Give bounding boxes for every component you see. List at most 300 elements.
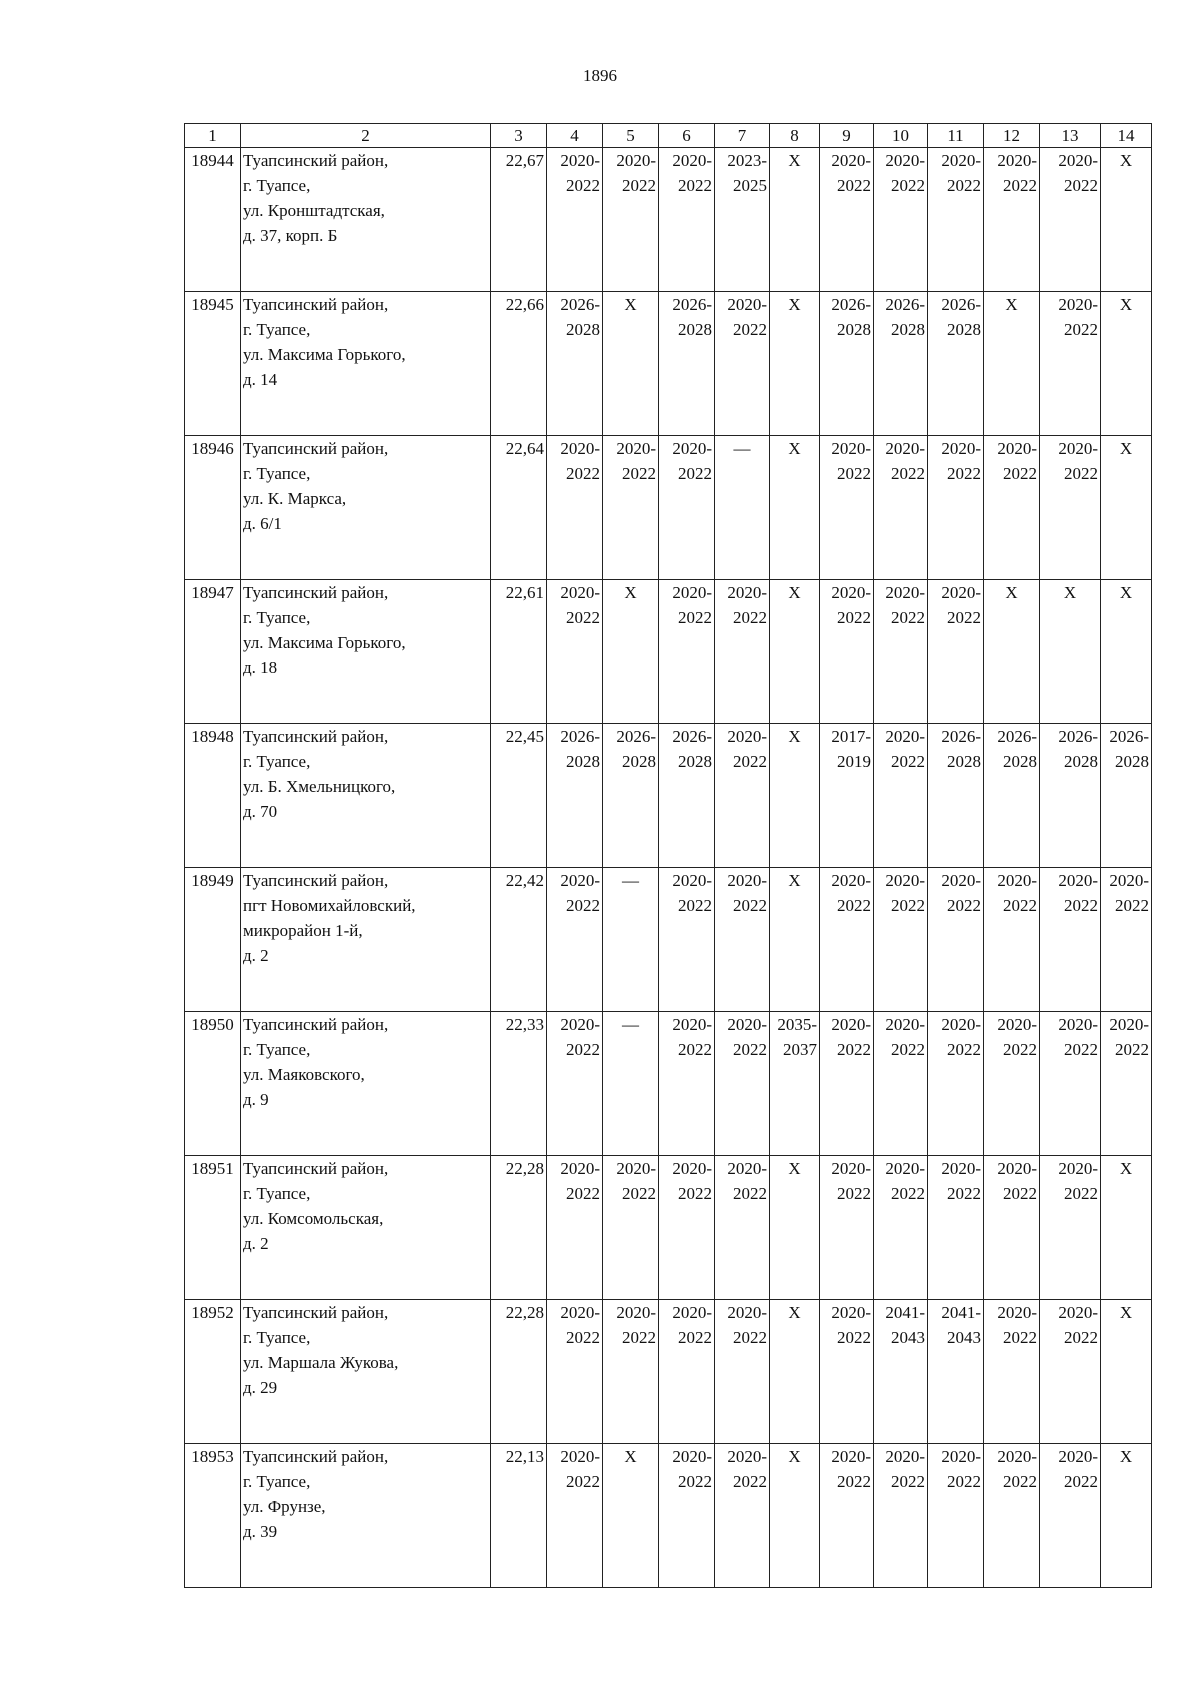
period-text: 2022 bbox=[837, 1472, 871, 1491]
address-cell bbox=[241, 1156, 491, 1300]
period-text: 2020- bbox=[616, 1159, 656, 1178]
period-cell bbox=[984, 1300, 1040, 1444]
period-text: X bbox=[1119, 295, 1133, 314]
column-header: 14 bbox=[1101, 124, 1152, 148]
period-text: 2028 bbox=[947, 320, 981, 339]
period-text: 2020- bbox=[941, 1447, 981, 1466]
period-text: 2022 bbox=[947, 896, 981, 915]
period-text: 2022 bbox=[947, 608, 981, 627]
period-text: 2019 bbox=[837, 752, 871, 771]
period-text: 2020- bbox=[831, 1015, 871, 1034]
period-text: X bbox=[1119, 1159, 1133, 1178]
period-text: 2022 bbox=[837, 608, 871, 627]
period-text: 2028 bbox=[566, 320, 600, 339]
period-text: 2020- bbox=[1058, 151, 1098, 170]
period-text: 2022 bbox=[837, 896, 871, 915]
period-cell bbox=[547, 1012, 603, 1156]
period-text: 2022 bbox=[947, 176, 981, 195]
period-text: 2022 bbox=[733, 1472, 767, 1491]
period-text: 2020- bbox=[885, 1447, 925, 1466]
address-line: д. 2 bbox=[243, 946, 269, 965]
period-cell bbox=[874, 724, 928, 868]
row-number: 18951 bbox=[185, 1156, 241, 1300]
period-text: X bbox=[1119, 439, 1133, 458]
period-text: 2020- bbox=[941, 871, 981, 890]
row-number: 18950 bbox=[185, 1012, 241, 1156]
address-line: Туапсинский район, bbox=[243, 295, 389, 314]
period-text: 2020- bbox=[997, 871, 1037, 890]
address-cell bbox=[241, 436, 491, 580]
address-line: д. 18 bbox=[243, 658, 278, 677]
period-cell bbox=[874, 580, 928, 724]
value-cell: 22,33 bbox=[491, 1012, 547, 1156]
period-text: 2022 bbox=[947, 1184, 981, 1203]
period-cell bbox=[928, 1012, 984, 1156]
period-cell bbox=[1101, 1012, 1152, 1156]
period-text: 2022 bbox=[891, 896, 925, 915]
period-cell bbox=[1101, 1156, 1152, 1300]
period-text: 2022 bbox=[891, 1184, 925, 1203]
period-cell bbox=[820, 148, 874, 292]
period-text: 2022 bbox=[566, 1328, 600, 1347]
row-number: 18946 bbox=[185, 436, 241, 580]
period-text: 2035- bbox=[777, 1015, 817, 1034]
period-cell bbox=[874, 868, 928, 1012]
period-text: 2028 bbox=[566, 752, 600, 771]
period-cell bbox=[1040, 580, 1101, 724]
period-text: 2022 bbox=[1003, 1472, 1037, 1491]
period-text: 2020- bbox=[997, 151, 1037, 170]
period-text: 2022 bbox=[1003, 896, 1037, 915]
period-text: 2022 bbox=[566, 1184, 600, 1203]
period-text: 2022 bbox=[733, 1328, 767, 1347]
period-text: X bbox=[1119, 151, 1133, 170]
address-cell bbox=[241, 724, 491, 868]
period-cell bbox=[770, 1444, 820, 1588]
period-cell bbox=[659, 148, 715, 292]
period-text: 2020- bbox=[885, 1015, 925, 1034]
period-cell bbox=[928, 724, 984, 868]
period-text: 2020- bbox=[1058, 1447, 1098, 1466]
column-header: 11 bbox=[928, 124, 984, 148]
period-text: 2026- bbox=[616, 727, 656, 746]
period-cell bbox=[715, 1300, 770, 1444]
period-cell bbox=[928, 148, 984, 292]
period-cell bbox=[715, 436, 770, 580]
period-text: 2022 bbox=[678, 176, 712, 195]
period-text: 2028 bbox=[678, 752, 712, 771]
period-text: 2022 bbox=[733, 1184, 767, 1203]
address-line: микрорайон 1-й, bbox=[243, 921, 363, 940]
period-text: — bbox=[622, 871, 639, 890]
period-text: 2022 bbox=[1064, 320, 1098, 339]
period-cell bbox=[770, 148, 820, 292]
period-cell bbox=[984, 1012, 1040, 1156]
period-cell bbox=[659, 1300, 715, 1444]
period-text: 2022 bbox=[622, 176, 656, 195]
period-cell bbox=[874, 436, 928, 580]
period-text: 2020- bbox=[941, 151, 981, 170]
period-text: 2020- bbox=[1058, 1159, 1098, 1178]
period-text: 2020- bbox=[727, 727, 767, 746]
period-cell bbox=[715, 868, 770, 1012]
period-text: 2022 bbox=[678, 1328, 712, 1347]
period-cell bbox=[928, 292, 984, 436]
period-text: 2022 bbox=[622, 464, 656, 483]
address-line: ул. Маяковского, bbox=[243, 1065, 365, 1084]
period-cell bbox=[715, 724, 770, 868]
period-text: 2022 bbox=[733, 608, 767, 627]
address-line: Туапсинский район, bbox=[243, 727, 389, 746]
row-number: 18944 bbox=[185, 148, 241, 292]
period-text: 2022 bbox=[566, 608, 600, 627]
period-text: 2022 bbox=[678, 1472, 712, 1491]
period-cell bbox=[603, 436, 659, 580]
period-cell bbox=[603, 1156, 659, 1300]
period-text: 2022 bbox=[1003, 1040, 1037, 1059]
period-text: X bbox=[788, 1447, 801, 1466]
row-number: 18949 bbox=[185, 868, 241, 1012]
period-text: 2020- bbox=[997, 439, 1037, 458]
period-text: 2043 bbox=[947, 1328, 981, 1347]
period-cell bbox=[659, 868, 715, 1012]
period-text: 2026- bbox=[1058, 727, 1098, 746]
period-text: X bbox=[624, 1447, 637, 1466]
period-cell bbox=[1101, 724, 1152, 868]
address-line: ул. Б. Хмельницкого, bbox=[243, 777, 396, 796]
period-text: 2020- bbox=[941, 1159, 981, 1178]
period-text: 2020- bbox=[831, 583, 871, 602]
table-row bbox=[185, 1012, 1152, 1156]
period-text: 2020- bbox=[1109, 871, 1149, 890]
address-line: Туапсинский район, bbox=[243, 583, 389, 602]
period-text: 2022 bbox=[891, 1472, 925, 1491]
period-text: 2022 bbox=[837, 464, 871, 483]
period-text: 2020- bbox=[672, 871, 712, 890]
period-text: 2020- bbox=[672, 1303, 712, 1322]
period-cell bbox=[820, 1444, 874, 1588]
period-text: 2022 bbox=[678, 608, 712, 627]
period-text: 2022 bbox=[733, 320, 767, 339]
column-header: 9 bbox=[820, 124, 874, 148]
period-text: 2020- bbox=[672, 1015, 712, 1034]
period-text: X bbox=[788, 295, 801, 314]
address-line: д. 9 bbox=[243, 1090, 269, 1109]
period-text: — bbox=[622, 1015, 639, 1034]
period-text: 2022 bbox=[622, 1184, 656, 1203]
period-cell bbox=[984, 292, 1040, 436]
period-text: 2020- bbox=[997, 1303, 1037, 1322]
address-line: г. Туапсе, bbox=[243, 608, 311, 627]
column-header: 10 bbox=[874, 124, 928, 148]
period-text: 2020- bbox=[672, 1447, 712, 1466]
address-line: д. 37, корп. Б bbox=[243, 226, 338, 245]
column-header: 6 bbox=[659, 124, 715, 148]
period-text: 2020- bbox=[560, 1159, 600, 1178]
period-text: 2020- bbox=[831, 1159, 871, 1178]
period-text: X bbox=[1005, 583, 1018, 602]
period-cell bbox=[715, 148, 770, 292]
period-text: 2020- bbox=[672, 439, 712, 458]
period-cell bbox=[547, 148, 603, 292]
period-cell bbox=[874, 1444, 928, 1588]
period-cell bbox=[659, 436, 715, 580]
period-text: 2020- bbox=[560, 1303, 600, 1322]
period-text: 2020- bbox=[727, 871, 767, 890]
register-table bbox=[184, 123, 1152, 1588]
period-text: 2022 bbox=[678, 464, 712, 483]
period-text: 2022 bbox=[947, 464, 981, 483]
period-cell bbox=[659, 724, 715, 868]
period-cell bbox=[928, 868, 984, 1012]
period-text: 2026- bbox=[831, 295, 871, 314]
period-text: 2022 bbox=[1064, 1040, 1098, 1059]
period-text: X bbox=[788, 1159, 801, 1178]
period-text: 2020- bbox=[885, 151, 925, 170]
period-cell bbox=[547, 436, 603, 580]
period-text: 2028 bbox=[947, 752, 981, 771]
period-text: 2022 bbox=[947, 1040, 981, 1059]
address-cell bbox=[241, 148, 491, 292]
period-text: 2020- bbox=[1058, 295, 1098, 314]
period-cell bbox=[715, 1156, 770, 1300]
period-text: 2041- bbox=[941, 1303, 981, 1322]
period-cell bbox=[1101, 148, 1152, 292]
address-line: г. Туапсе, bbox=[243, 1184, 311, 1203]
header-row bbox=[185, 124, 1152, 148]
period-text: 2022 bbox=[566, 464, 600, 483]
address-line: ул. Максима Горького, bbox=[243, 633, 406, 652]
period-text: 2020- bbox=[997, 1447, 1037, 1466]
table-row bbox=[185, 1444, 1152, 1588]
period-cell bbox=[547, 292, 603, 436]
period-cell bbox=[984, 148, 1040, 292]
period-text: 2022 bbox=[622, 1328, 656, 1347]
period-cell bbox=[1040, 148, 1101, 292]
period-text: X bbox=[624, 583, 637, 602]
period-text: 2022 bbox=[1064, 1472, 1098, 1491]
column-header: 13 bbox=[1040, 124, 1101, 148]
period-text: 2041- bbox=[885, 1303, 925, 1322]
period-cell bbox=[820, 1156, 874, 1300]
table-row bbox=[185, 292, 1152, 436]
period-text: 2028 bbox=[837, 320, 871, 339]
table-row bbox=[185, 868, 1152, 1012]
period-text: 2022 bbox=[1064, 1328, 1098, 1347]
period-cell bbox=[659, 292, 715, 436]
period-cell bbox=[928, 1444, 984, 1588]
address-line: д. 14 bbox=[243, 370, 278, 389]
period-text: 2022 bbox=[1115, 896, 1149, 915]
period-text: 2022 bbox=[891, 464, 925, 483]
column-header: 7 bbox=[715, 124, 770, 148]
period-text: 2022 bbox=[566, 1472, 600, 1491]
row-number: 18947 bbox=[185, 580, 241, 724]
column-header: 12 bbox=[984, 124, 1040, 148]
period-cell bbox=[1040, 292, 1101, 436]
period-text: 2020- bbox=[560, 1015, 600, 1034]
period-cell bbox=[603, 1012, 659, 1156]
period-text: 2020- bbox=[727, 583, 767, 602]
period-text: 2028 bbox=[622, 752, 656, 771]
period-text: 2022 bbox=[1003, 176, 1037, 195]
address-line: д. 39 bbox=[243, 1522, 278, 1541]
period-text: 2020- bbox=[885, 727, 925, 746]
value-cell: 22,64 bbox=[491, 436, 547, 580]
period-cell bbox=[603, 1300, 659, 1444]
period-cell bbox=[770, 1300, 820, 1444]
period-cell bbox=[770, 292, 820, 436]
column-header: 4 bbox=[547, 124, 603, 148]
address-line: г. Туапсе, bbox=[243, 464, 311, 483]
value-cell: 22,66 bbox=[491, 292, 547, 436]
period-text: 2028 bbox=[1003, 752, 1037, 771]
period-cell bbox=[603, 148, 659, 292]
period-text: 2026- bbox=[672, 295, 712, 314]
period-text: 2020- bbox=[941, 1015, 981, 1034]
period-text: 2020- bbox=[727, 1159, 767, 1178]
period-cell bbox=[820, 1300, 874, 1444]
address-line: ул. Максима Горького, bbox=[243, 345, 406, 364]
period-cell bbox=[984, 436, 1040, 580]
period-text: 2017- bbox=[831, 727, 871, 746]
period-text: 2020- bbox=[672, 1159, 712, 1178]
period-text: 2022 bbox=[1003, 1184, 1037, 1203]
period-text: 2022 bbox=[1003, 1328, 1037, 1347]
period-text: 2020- bbox=[672, 583, 712, 602]
address-line: пгт Новомихайловский, bbox=[243, 896, 416, 915]
period-text: 2022 bbox=[566, 896, 600, 915]
period-cell bbox=[928, 1156, 984, 1300]
period-cell bbox=[659, 1012, 715, 1156]
period-text: 2020- bbox=[616, 151, 656, 170]
period-text: X bbox=[1063, 583, 1077, 602]
period-cell bbox=[770, 724, 820, 868]
period-text: 2022 bbox=[1064, 1184, 1098, 1203]
period-cell bbox=[1040, 1012, 1101, 1156]
period-text: 2020- bbox=[1058, 871, 1098, 890]
period-cell bbox=[984, 868, 1040, 1012]
period-text: X bbox=[788, 151, 801, 170]
period-text: X bbox=[624, 295, 637, 314]
period-text: X bbox=[788, 583, 801, 602]
period-cell bbox=[603, 580, 659, 724]
value-cell: 22,13 bbox=[491, 1444, 547, 1588]
period-cell bbox=[547, 868, 603, 1012]
address-line: Туапсинский район, bbox=[243, 1447, 389, 1466]
period-text: 2020- bbox=[560, 583, 600, 602]
period-text: X bbox=[788, 439, 801, 458]
period-text: 2022 bbox=[1115, 1040, 1149, 1059]
period-text: 2020- bbox=[672, 151, 712, 170]
row-number: 18953 bbox=[185, 1444, 241, 1588]
period-text: 2020- bbox=[560, 439, 600, 458]
column-header: 2 bbox=[241, 124, 491, 148]
period-cell bbox=[715, 1012, 770, 1156]
period-text: 2020- bbox=[885, 583, 925, 602]
period-text: X bbox=[788, 1303, 801, 1322]
column-header: 3 bbox=[491, 124, 547, 148]
row-number: 18945 bbox=[185, 292, 241, 436]
address-line: Туапсинский район, bbox=[243, 151, 389, 170]
period-cell bbox=[820, 868, 874, 1012]
period-cell bbox=[715, 292, 770, 436]
period-text: X bbox=[788, 871, 801, 890]
address-line: д. 29 bbox=[243, 1378, 278, 1397]
period-text: X bbox=[1119, 1303, 1133, 1322]
row-number: 18952 bbox=[185, 1300, 241, 1444]
value-cell: 22,61 bbox=[491, 580, 547, 724]
table-body bbox=[185, 148, 1152, 1588]
period-cell bbox=[1101, 580, 1152, 724]
period-text: 2020- bbox=[560, 871, 600, 890]
period-cell bbox=[770, 580, 820, 724]
period-text: 2022 bbox=[837, 176, 871, 195]
period-cell bbox=[770, 868, 820, 1012]
column-header: 8 bbox=[770, 124, 820, 148]
period-text: 2028 bbox=[1064, 752, 1098, 771]
period-text: 2026- bbox=[560, 727, 600, 746]
period-text: 2022 bbox=[947, 1472, 981, 1491]
value-cell: 22,67 bbox=[491, 148, 547, 292]
period-text: 2020- bbox=[941, 439, 981, 458]
period-cell bbox=[547, 580, 603, 724]
period-text: 2022 bbox=[891, 176, 925, 195]
period-cell bbox=[1040, 436, 1101, 580]
period-text: 2020- bbox=[560, 1447, 600, 1466]
period-text: 2026- bbox=[941, 295, 981, 314]
column-header: 1 bbox=[185, 124, 241, 148]
period-text: X bbox=[1005, 295, 1018, 314]
address-line: ул. Фрунзе, bbox=[243, 1497, 326, 1516]
period-cell bbox=[770, 1012, 820, 1156]
address-line: г. Туапсе, bbox=[243, 1328, 311, 1347]
period-text: 2022 bbox=[837, 1328, 871, 1347]
address-line: г. Туапсе, bbox=[243, 320, 311, 339]
period-text: 2020- bbox=[997, 1015, 1037, 1034]
address-line: г. Туапсе, bbox=[243, 752, 311, 771]
period-text: 2020- bbox=[1109, 1015, 1149, 1034]
period-cell bbox=[1040, 1444, 1101, 1588]
period-text: 2022 bbox=[733, 752, 767, 771]
period-text: 2022 bbox=[566, 176, 600, 195]
address-line: г. Туапсе, bbox=[243, 1472, 311, 1491]
period-cell bbox=[820, 580, 874, 724]
period-cell bbox=[1101, 1300, 1152, 1444]
period-cell bbox=[820, 724, 874, 868]
period-text: 2023- bbox=[727, 151, 767, 170]
value-cell: 22,28 bbox=[491, 1156, 547, 1300]
period-text: 2020- bbox=[831, 1447, 871, 1466]
period-cell bbox=[603, 1444, 659, 1588]
period-cell bbox=[770, 1156, 820, 1300]
period-cell bbox=[1040, 1156, 1101, 1300]
period-text: 2020- bbox=[831, 439, 871, 458]
period-text: 2026- bbox=[997, 727, 1037, 746]
address-line: д. 6/1 bbox=[243, 514, 282, 533]
period-text: 2026- bbox=[1109, 727, 1149, 746]
period-cell bbox=[874, 1012, 928, 1156]
period-cell bbox=[1040, 868, 1101, 1012]
period-text: 2020- bbox=[885, 439, 925, 458]
period-text: 2022 bbox=[891, 608, 925, 627]
period-text: X bbox=[1119, 583, 1133, 602]
period-cell bbox=[770, 436, 820, 580]
period-cell bbox=[603, 868, 659, 1012]
address-cell bbox=[241, 1444, 491, 1588]
period-cell bbox=[984, 1444, 1040, 1588]
address-line: Туапсинский район, bbox=[243, 1303, 389, 1322]
